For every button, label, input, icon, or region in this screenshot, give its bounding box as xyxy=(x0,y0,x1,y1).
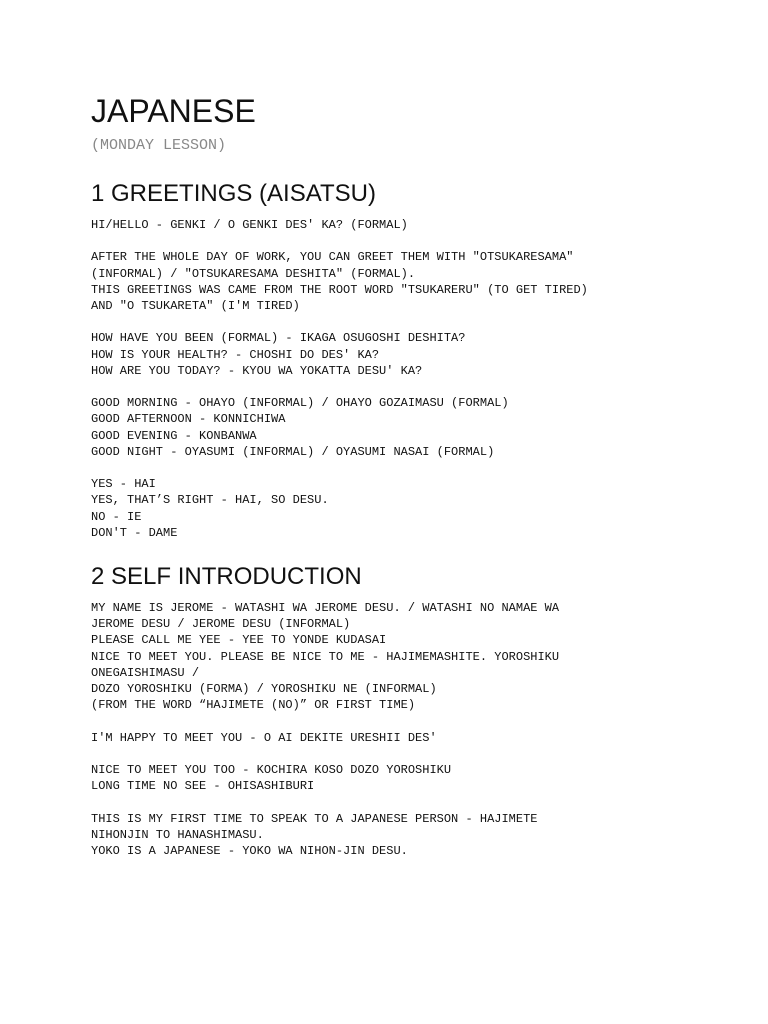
paragraph xyxy=(91,730,751,746)
paragraph xyxy=(91,762,751,794)
paragraph xyxy=(91,330,751,379)
text-line: HOW HAVE YOU BEEN (FORMAL) - IKAGA OSUGOSHI DESHITA? xyxy=(91,331,466,346)
section-body-self-introduction xyxy=(91,600,751,859)
text-line: YES - HAI xyxy=(91,477,156,492)
document-page xyxy=(91,92,751,859)
text-line: HOW ARE YOU TODAY? - KYOU WA YOKATTA DESU' KA? xyxy=(91,363,423,378)
text-line: AND "O TSUKARETA" (I'M TIRED) xyxy=(91,299,300,313)
text-line: AFTER THE WHOLE DAY OF WORK, YOU CAN GREET THEM WITH "OTSUKARESAMA" xyxy=(91,250,574,265)
paragraph xyxy=(91,476,751,541)
section-heading-self-introduction: 2 SELF INTRODUCTION xyxy=(91,563,362,590)
text-line: (INFORMAL) / "OTSUKARESAMA DESHITA" (FORMAL). xyxy=(91,266,416,281)
paragraph xyxy=(91,249,751,314)
text-line: DOZO YOROSHIKU (FORMA) / YOROSHIKU NE (INFORMAL) xyxy=(91,682,437,697)
text-line: YOKO IS A JAPANESE - YOKO WA NIHON-JIN DESU. xyxy=(91,844,408,858)
text-line: I'M HAPPY TO MEET YOU - O AI DEKITE URESHII DES' xyxy=(91,730,437,745)
text-line: GOOD EVENING - KONBANWA xyxy=(91,428,257,443)
text-line: JEROME DESU / JEROME DESU (INFORMAL) xyxy=(91,617,351,632)
text-line: HI/HELLO - GENKI / O GENKI DES' KA? (FORMAL) xyxy=(91,218,408,232)
text-line: THIS GREETINGS WAS CAME FROM THE ROOT WORD "TSUKARERU" (TO GET TIRED) xyxy=(91,282,588,297)
text-line: LONG TIME NO SEE - OHISASHIBURI xyxy=(91,779,315,794)
text-line: YES, THAT’S RIGHT - HAI, SO DESU. xyxy=(91,493,329,508)
text-line: PLEASE CALL ME YEE - YEE TO YONDE KUDASAI xyxy=(91,633,387,648)
text-line: GOOD MORNING - OHAYO (INFORMAL) / OHAYO GOZAIMASU (FORMAL) xyxy=(91,396,509,411)
text-line: (FROM THE WORD “HAJIMETE (NO)” OR FIRST TIME) xyxy=(91,698,416,713)
document-title: JAPANESE xyxy=(91,93,256,129)
text-line: NICE TO MEET YOU. PLEASE BE NICE TO ME - HAJIMEMASHITE. YOROSHIKU xyxy=(91,649,560,664)
document-subtitle: (MONDAY LESSON) xyxy=(91,137,227,154)
section-body-greetings xyxy=(91,217,751,541)
paragraph xyxy=(91,600,751,713)
paragraph xyxy=(91,395,751,460)
text-line: GOOD NIGHT - OYASUMI (INFORMAL) / OYASUMI NASAI (FORMAL) xyxy=(91,444,495,459)
text-line: NIHONJIN TO HANASHIMASU. xyxy=(91,827,264,842)
text-line: HOW IS YOUR HEALTH? - CHOSHI DO DES' KA? xyxy=(91,347,380,362)
text-line: MY NAME IS JEROME - WATASHI WA JEROME DESU. / WATASHI NO NAMAE WA xyxy=(91,601,560,615)
text-line: THIS IS MY FIRST TIME TO SPEAK TO A JAPANESE PERSON - HAJIMETE xyxy=(91,811,538,826)
paragraph xyxy=(91,811,751,860)
text-line: NICE TO MEET YOU TOO - KOCHIRA KOSO DOZO YOROSHIKU xyxy=(91,763,452,777)
text-line: GOOD AFTERNOON - KONNICHIWA xyxy=(91,412,286,427)
text-line: NO - IE xyxy=(91,509,142,524)
text-line: ONEGAISHIMASU / xyxy=(91,665,200,680)
section-heading-greetings: 1 GREETINGS (AISATSU) xyxy=(91,180,376,207)
paragraph xyxy=(91,217,751,233)
text-line: DON'T - DAME xyxy=(91,525,178,540)
